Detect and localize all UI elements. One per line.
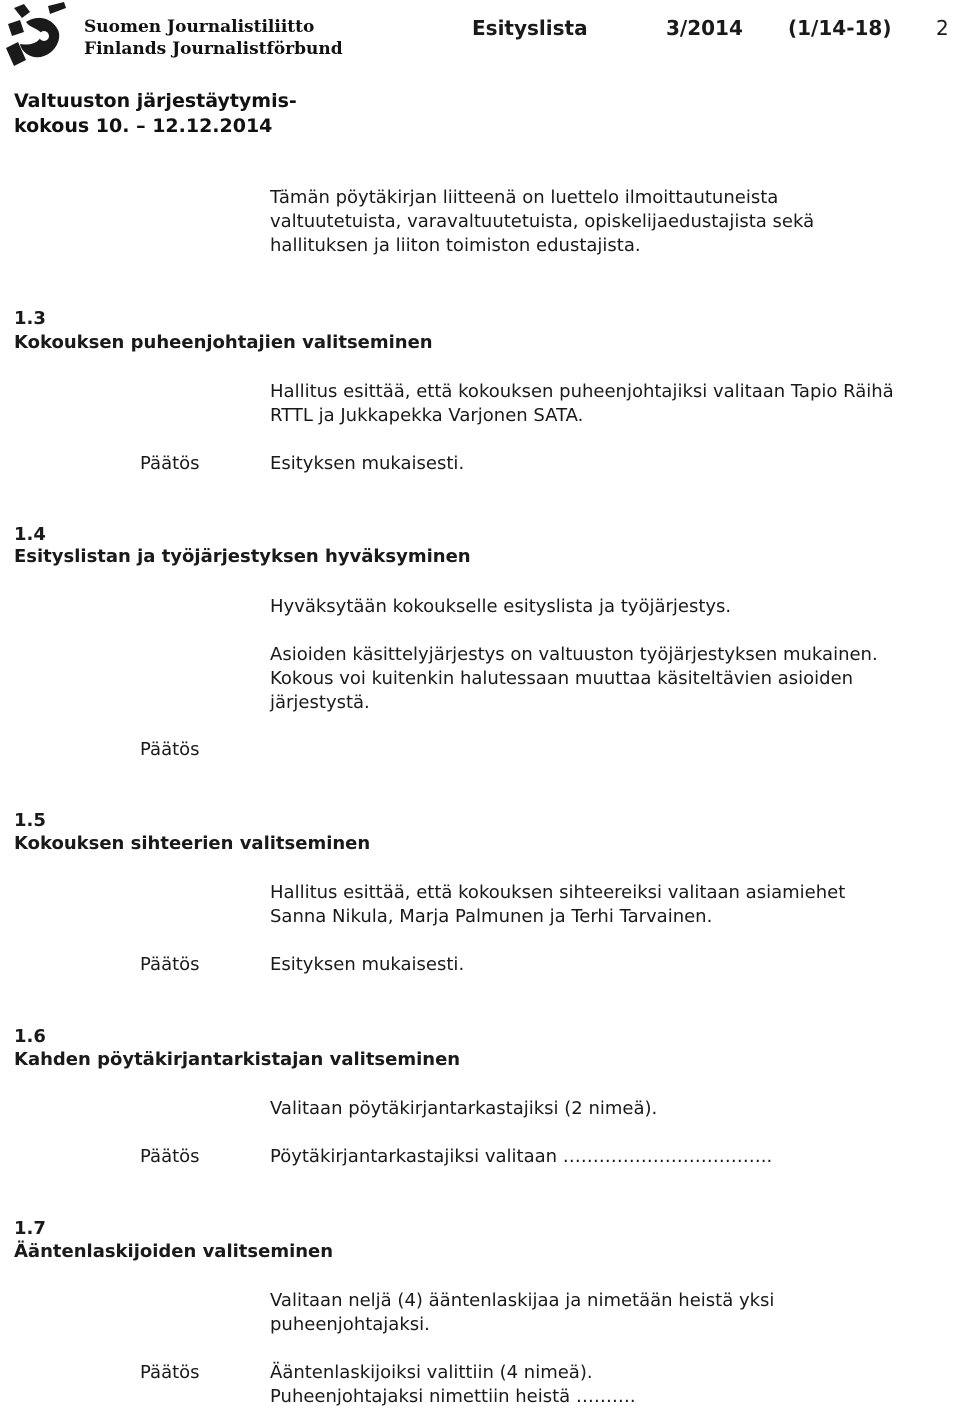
decision-label: Päätös [140, 739, 200, 760]
section-title: Ääntenlaskijoiden valitseminen [14, 1241, 334, 1262]
decision-text: Esityksen mukaisesti. [270, 453, 465, 474]
decision-text: Pöytäkirjantarkastajiksi valitaan …………………………….. [270, 1146, 773, 1167]
org-name-swedish: Finlands Journalistförbund [84, 39, 343, 59]
section-number: 1.4 [14, 524, 46, 545]
section-body: Valitaan neljä (4) ääntenlaskijaa ja nimetään heistä yksi puheenjohtajaksi. [270, 1290, 775, 1335]
section-number: 1.7 [14, 1218, 46, 1239]
section-title: Kokouksen puheenjohtajien valitseminen [14, 332, 433, 353]
decision-label: Päätös [140, 453, 200, 474]
decision-label: Päätös [140, 1146, 200, 1167]
section-title: Kahden pöytäkirjantarkistajan valitseminen [14, 1049, 461, 1070]
journalist-union-emblem-icon [4, 2, 76, 68]
section-number: 1.6 [14, 1026, 46, 1047]
section-body: Valitaan pöytäkirjantarkastajiksi (2 nimeä). [270, 1098, 658, 1119]
section-title: Esityslistan ja työjärjestyksen hyväksyminen [14, 546, 471, 567]
decision-label: Päätös [140, 1362, 200, 1383]
meeting-title: Valtuuston järjestäytymis- kokous 10. – 12.12.2014 [14, 90, 297, 137]
section-number: 1.5 [14, 810, 46, 831]
section-body: Hyväksytään kokoukselle esityslista ja työjärjestys. [270, 596, 732, 617]
section-number: 1.3 [14, 308, 46, 329]
organization-logo [4, 2, 343, 68]
item-range: (1/14-18) [788, 16, 892, 40]
section-title: Kokouksen sihteerien valitseminen [14, 833, 371, 854]
document-number: 3/2014 [666, 16, 743, 40]
section-body-continued: Asioiden käsittelyjärjestys on valtuuston työjärjestyksen mukainen. Kokous voi kuitenkin halutessaan muuttaa käsiteltävien asioiden järjestystä. [270, 644, 878, 713]
decision-text: Ääntenlaskijoiksi valittiin (4 nimeä). Puheenjohtajaksi nimettiin heistä ………. [270, 1362, 636, 1407]
decision-text: Esityksen mukaisesti. [270, 954, 465, 975]
section-body: Hallitus esittää, että kokouksen puheenjohtajiksi valitaan Tapio Räihä RTTL ja Jukkapekka Varjonen SATA. [270, 381, 894, 426]
org-name-finnish: Suomen Journalistiliitto [84, 17, 315, 37]
intro-paragraph: Tämän pöytäkirjan liitteenä on luettelo ilmoittautuneista valtuutetuista, varavaltuutetuista, opiskelijaedustajista sekä hallituksen ja liiton toimiston edustajista. [270, 187, 815, 256]
document-type: Esityslista [472, 16, 588, 40]
section-body: Hallitus esittää, että kokouksen sihteereiksi valitaan asiamiehet Sanna Nikula, Marja Palmunen ja Terhi Tarvainen. [270, 882, 846, 927]
decision-label: Päätös [140, 954, 200, 975]
page-number: 2 [936, 16, 949, 40]
